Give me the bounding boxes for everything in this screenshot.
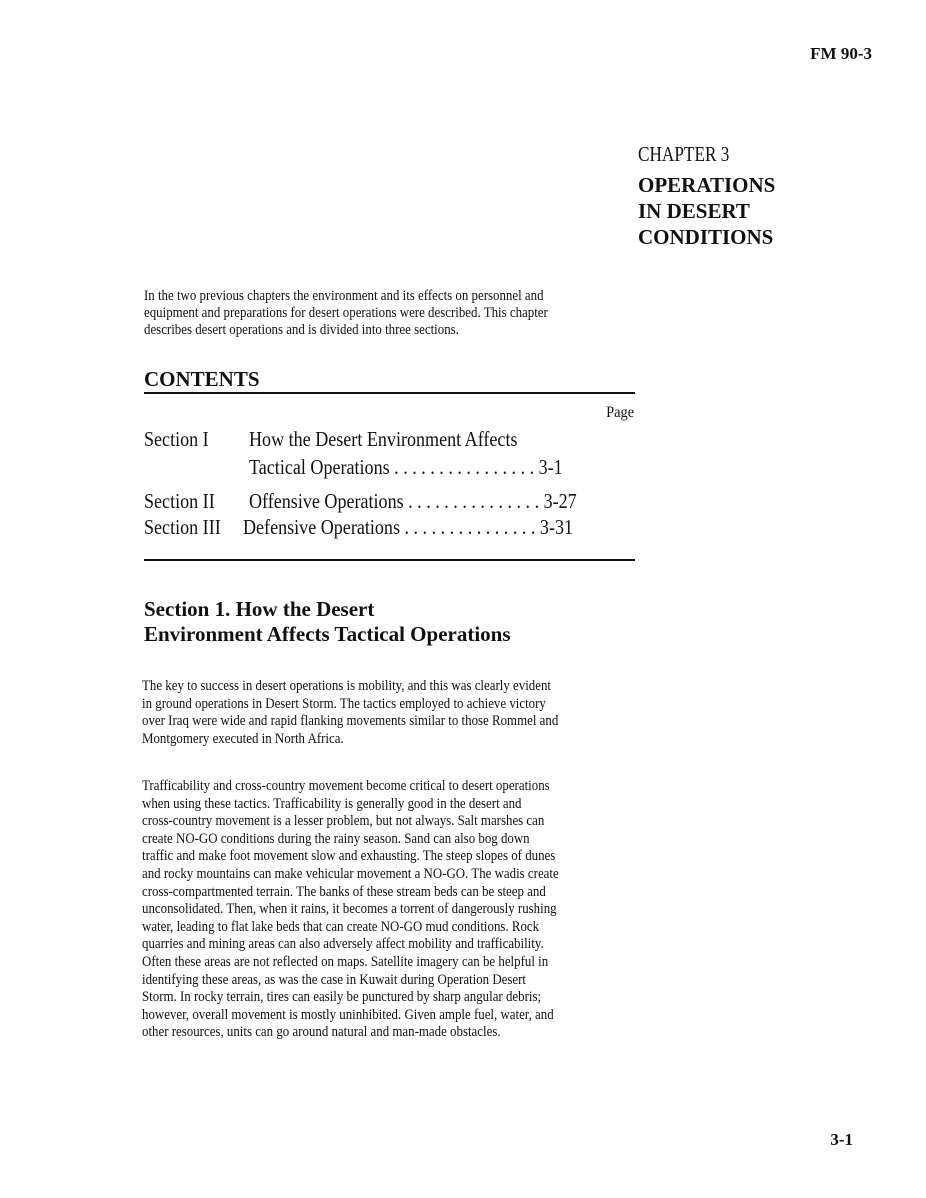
text-line: describes desert operations and is divided into three sections. xyxy=(144,322,459,338)
section-heading-line: Environment Affects Tactical Operations xyxy=(144,622,511,646)
text-line: over Iraq were wide and rapid flanking movements similar to those Rommel and xyxy=(142,713,559,730)
document-code: FM 90-3 xyxy=(810,44,872,63)
toc-section-label: Section I xyxy=(144,427,209,451)
text-line: Often these areas are not reflected on maps. Satellite imagery can be helpful in xyxy=(142,953,549,970)
text-line: when using these tactics. Trafficability is generally good in the desert and xyxy=(142,795,522,812)
text-line: other resources, units can go around natural and man-made obstacles. xyxy=(142,1024,501,1041)
chapter-label: CHAPTER 3 xyxy=(638,142,730,166)
text-line: quarries and mining areas can also adversely affect mobility and trafficability. xyxy=(142,936,544,953)
toc-page-label: Page xyxy=(606,404,634,421)
intro-paragraph xyxy=(144,288,644,339)
text-line: and rocky mountains can make vehicular movement a NO-GO. The wadis create xyxy=(142,865,559,882)
text-line: Storm. In rocky terrain, tires can easily be punctured by sharp angular debris; xyxy=(142,989,542,1006)
text-line: however, overall movement is mostly uninhibited. Given ample fuel, water, and xyxy=(142,1006,554,1023)
text-line: cross-compartmented terrain. The banks of these stream beds can be steep and xyxy=(142,883,546,900)
text-line: in ground operations in Desert Storm. The tactics employed to achieve victory xyxy=(142,695,546,712)
contents-bottom-rule xyxy=(144,559,635,561)
section-heading-line: Section 1. How the Desert xyxy=(144,597,375,621)
text-line: In the two previous chapters the environment and its effects on personnel and xyxy=(144,288,544,304)
toc-entry-title: How the Desert Environment Affects xyxy=(249,427,518,451)
chapter-title-line: CONDITIONS xyxy=(638,225,774,249)
text-line: The key to success in desert operations is mobility, and this was clearly evident xyxy=(142,678,551,694)
contents-top-rule xyxy=(144,392,635,394)
chapter-title xyxy=(638,172,775,250)
chapter-title-line: OPERATIONS xyxy=(638,173,776,197)
section-heading xyxy=(144,597,511,647)
toc-section-label: Section II xyxy=(144,489,215,513)
text-line: unconsolidated. Then, when it rains, it becomes a torrent of dangerously rushing xyxy=(142,901,557,918)
text-line: equipment and preparations for desert operations were described. This chapter xyxy=(144,305,548,321)
text-line: cross-country movement is a lesser problem, but not always. Salt marshes can xyxy=(142,813,545,830)
text-line: identifying these areas, as was the case in Kuwait during Operation Desert xyxy=(142,971,527,988)
text-line: create NO-GO conditions during the rainy season. Sand can also bog down xyxy=(142,830,530,847)
page-number: 3-1 xyxy=(830,1130,853,1149)
text-line: Trafficability and cross-country movement become critical to desert operations xyxy=(142,778,550,794)
toc-entry-title: Offensive Operations . . . . . . . . . . . . . . . 3-27 xyxy=(249,489,577,513)
chapter-title-line: IN DESERT xyxy=(638,199,750,223)
toc-entry-title: Tactical Operations . . . . . . . . . . . . . . . . 3-1 xyxy=(249,455,563,479)
text-line: traffic and make foot movement slow and exhausting. The steep slopes of dunes xyxy=(142,848,556,865)
text-line: Montgomery executed in North Africa. xyxy=(142,730,344,747)
contents-heading: CONTENTS xyxy=(144,367,260,391)
text-line: water, leading to flat lake beds that can create NO-GO mud conditions. Rock xyxy=(142,918,540,935)
toc-section-label: Section III xyxy=(144,515,221,539)
toc-entry-title: Defensive Operations . . . . . . . . . . . . . . . 3-31 xyxy=(243,515,574,539)
body-paragraph xyxy=(142,678,662,748)
body-paragraph xyxy=(142,778,662,1042)
